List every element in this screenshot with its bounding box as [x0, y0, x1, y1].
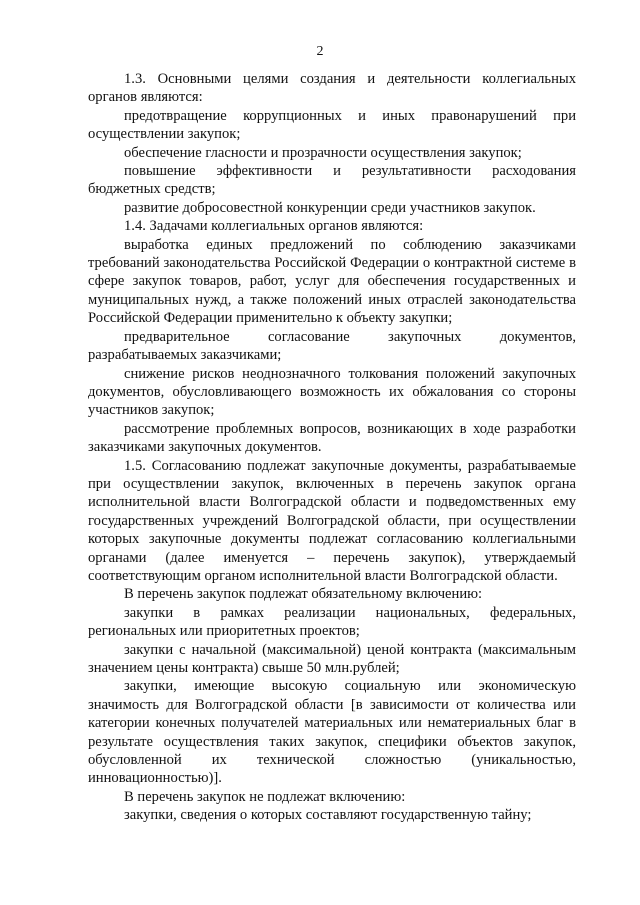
list-item-goal: повышение эффективности и результативности расходования бюджетных средств;: [88, 163, 576, 198]
list-item-task: выработка единых предложений по соблюдению заказчиками требований законодательства Российской Федерации о контрактной системе в сфере закупок товаров, работ, услуг для обеспечения государственных и муниципальных нужд, а также положений иных отраслей законодательства Российской Федерации применительно к объекту закупки;: [88, 236, 576, 327]
list-item-exclusion: закупки, сведения о которых составляют государственную тайну;: [124, 807, 532, 824]
list-item-inclusion: закупки, имеющие высокую социальную или экономическую значимость для Волгоградской области [в зависимости от количества или категории конечных получателей материальных или нематериальных благ в результате осуществления таких закупок, специфики объектов закупок, обусловленной их технической сложностью (уникальностью, инновационностью)].: [88, 678, 576, 787]
list-item-inclusion: закупки с начальной (максимальной) ценой контракта (максимальным значением цены контракта) свыше 50 млн.рублей;: [88, 641, 576, 676]
paragraph-exclusion: В перечень закупок не подлежат включению:: [124, 788, 406, 805]
list-item-goal: обеспечение гласности и прозрачности осуществления закупок;: [124, 144, 522, 161]
list-item-task: предварительное согласование закупочных документов, разрабатываемых заказчиками;: [88, 328, 576, 364]
document-body: [88, 70, 576, 825]
list-item-task: снижение рисков неоднозначного толкования положений закупочных документов, обусловливающего возможность их обжалования со стороны участников закупок;: [88, 365, 576, 419]
paragraph-1-5: 1.5. Согласованию подлежат закупочные документы, разрабатываемые при осуществлении закупок, включенных в перечень закупок органа исполнительной власти Волгоградской области и подведомственных ему государственных учреждений Волгоградской области, при осуществлении которых закупочные документы подлежат согласованию коллегиальными органами (далее именуется – перечень закупок), утверждаемый соответствующим органом исполнительной власти Волгоградской области.: [88, 457, 576, 584]
list-item-inclusion: закупки в рамках реализации национальных, федеральных, региональных или приоритетных проектов;: [88, 604, 576, 640]
paragraph-mandatory-inclusion: В перечень закупок подлежат обязательному включению:: [124, 586, 483, 603]
list-item-goal: предотвращение коррупционных и иных правонарушений при осуществлении закупок;: [88, 107, 576, 143]
list-item-task: рассмотрение проблемных вопросов, возникающих в ходе разработки заказчиками закупочных документов.: [88, 420, 576, 456]
list-item-goal: развитие добросовестной конкуренции среди участников закупок.: [124, 199, 536, 216]
paragraph-1-3: 1.3. Основными целями создания и деятельности коллегиальных органов являются:: [88, 71, 576, 106]
page-number: 2: [316, 44, 324, 59]
paragraph-1-4: 1.4. Задачами коллегиальных органов являются:: [124, 218, 424, 235]
